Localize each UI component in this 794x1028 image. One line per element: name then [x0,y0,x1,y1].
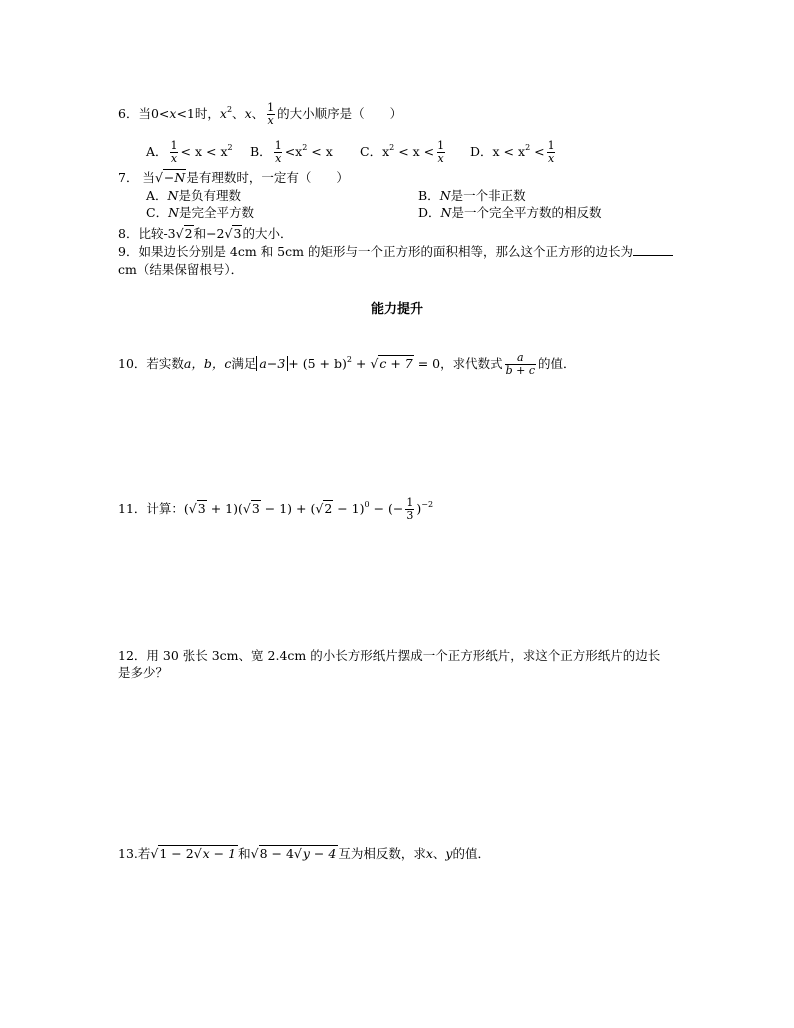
q6-option-d: D．$x < x^2$ < $\frac{1}{x}$ [470,139,555,165]
question-9: 9．如果边长分别是 4cm 和 5cm 的矩形与一个正方形的面积相等，那么这个正方形的边长为 [118,244,673,260]
q7-sqrt: √ [154,170,163,185]
q10-frac: $\frac{a}{b + c}$ [505,351,536,377]
q6-option-c: C．$x^2 < x$ < $\frac{1}{x}$ [360,139,445,165]
q6-sep2: 、 [251,106,265,121]
answer-blank[interactable] [633,244,673,256]
q6-option-a: A． $\frac{1}{x}$ < $x < x^2$ [146,139,233,165]
question-6 [118,102,402,127]
q6-option-b: B． $\frac{1}{x}$ $<x^2 < x$ [250,139,333,165]
section-title: 能力提升 [370,302,423,317]
question-12-line2: 是多少？ [118,665,169,680]
q6-frac: $\frac{1}{x}$ [267,101,275,127]
q6-cond-b: <1时， [176,106,220,121]
q6-tail: 的大小顺序是（ ） [277,106,403,121]
q7-option-d: D．N是一个完全平方数的相反数 [418,205,602,220]
question-7: 7． 当√−N是有理数时，一定有（ ） [118,170,349,185]
q6-sep1: 、 [232,106,245,121]
question-10: 10．若实数a，b，c满足 $a-3 + (5 + b)^2 + √c + 7 = 0$，求代数式 $\frac{a}{b + c}$ 的值． [118,351,576,377]
question-12: 12．用 30 张长 3cm、宽 2.4cm 的小长方形纸片摆成一个正方形纸片，求这个正方形纸片的边长 [118,648,661,663]
q6-prefix: 6．当 [118,106,151,121]
q6-x: x [219,106,227,121]
q7-option-c: C．N是完全平方数 [146,205,255,220]
q6-x2: x [244,106,252,121]
question-11: 11．计算：$(√3 + 1)(√3 - 1) + (√2 - 1)^0$ − (− $\frac{1}{3}$ )$^{-2}$ [118,496,434,522]
question-9-line2: cm（结果保留根号）． [118,262,244,277]
question-13: 13.若√1 − 2√x − 1 和√8 − 4√y − 4 互为相反数，求x、y的值． [118,846,490,861]
q7-option-a: A．N是负有理数 [146,188,241,203]
q6-cond-x: x [169,106,177,121]
q6-square: 2 [226,105,233,114]
q7-option-b: B．N是一个非正数 [418,188,526,203]
q6-cond-a: 0< [150,106,170,121]
q10-abs: a−3 [256,356,288,371]
question-8: 8．比较-3√2和−2√3的大小． [118,226,293,241]
